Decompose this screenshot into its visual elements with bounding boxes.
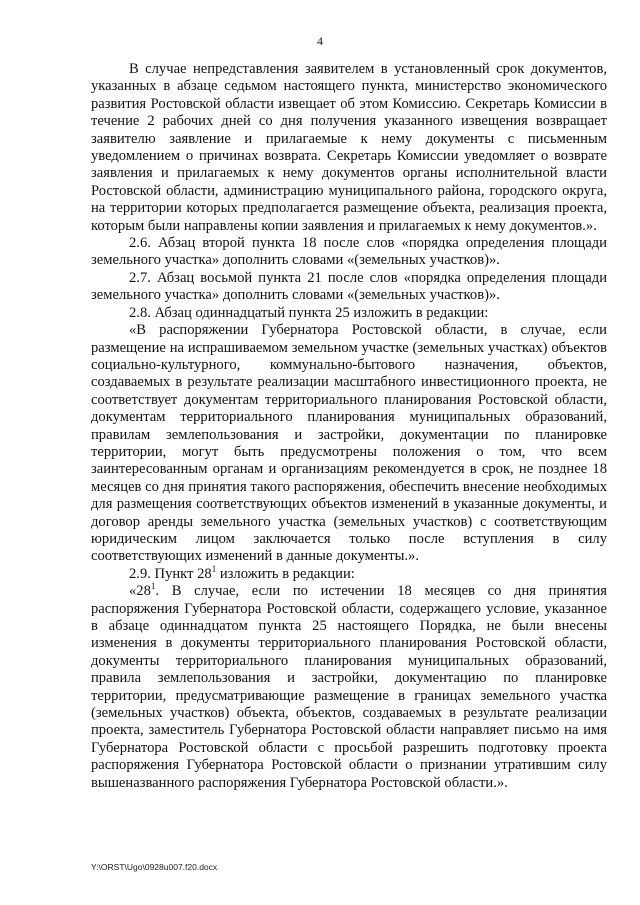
paragraph-2-7: 2.7. Абзац восьмой пункта 21 после слов «порядка определения площади земельного участка» дополнить словами «(земельных участков)». (91, 269, 607, 304)
paragraph-2-9 (91, 563, 607, 583)
document-body (91, 61, 607, 792)
superscript-marker: 1 (150, 581, 156, 592)
paragraph-28-1-body: . В случае, если по истечении 18 месяцев со дня принятия распоряжения Губернатора Ростовской области, содержащего условие, указанное в абзаце одиннадцатом пункта 25 настоящего Порядка, не были внесены изменения в документы территориального планирования Ростовской области, документы территориального планирования муниципальных образований, правила землепользования и застройки, документацию по планировке территории, предусматривающие размещение в границах земельного участка (земельных участков) объекта, объектов, создаваемых в результате реализации проекта, заместитель Губернатора Ростовской области направляет письмо на имя Губернатора Ростовской области с просьбой разрешить подготовку проекта распоряжения Губернатора Ростовской области о признании утратившим силу вышеназванного распоряжения Губернатора Ростовской области.». (91, 583, 607, 791)
paragraph-2-9-end: изложить в редакции: (216, 565, 355, 582)
paragraph-2-8: 2.8. Абзац одиннадцатый пункта 25 изложить в редакции: (129, 304, 489, 321)
paragraph-return-procedure: В случае непредставления заявителем в установленный срок документов, указанных в абзаце седьмом настоящего пункта, министерство экономического развития Ростовской области извещает об этом Комиссию. Секретарь Комиссии в течение 2 рабочих дней со дня получения указанного извещения возвращает заявителю заявление и прилагаемые к нему документы с письменным уведомлением о причинах возврата. Секретарь Комиссии уведомляет о возврате заявления и прилагаемых к нему документов органы исполнительной власти Ростовской области, администрацию муниципального района, городского округа, на территории которых предполагается размещение объекта, реализация проекта, которым были направлены копии заявления и прилагаемых к нему документов.». (91, 61, 607, 234)
paragraph-28-1-start: «28 (129, 583, 151, 600)
paragraph-point-28-1-text (91, 583, 607, 792)
page-number: 4 (317, 34, 323, 48)
superscript-marker: 1 (211, 563, 217, 574)
paragraph-point-25-text: «В распоряжении Губернатора Ростовской области, в случае, если размещение на испрашиваемом земельном участке (земельных участках) объектов социально-культурного, коммунально-бытового назначения, объектов, создаваемых в результате реализации масштабного инвестиционного проекта, не соответствует документам территориального планирования Ростовской области, документам территориального планирования муниципальных образований, правилам землепользования и застройки, документации по планировке территории, могут быть предусмотрены положения о том, что всем заинтересованным органам и организациям рекомендуется в срок, не позднее 18 месяцев со дня принятия такого распоряжения, обеспечить внесение необходимых для размещения соответствующих объектов изменений в указанные документы, и договор аренды земельного участка (земельных участков) с соответствующим юридическим лицом заключается только после вступления в силу соответствующих изменений в данные документы.». (91, 322, 607, 565)
paragraph-2-6: 2.6. Абзац второй пункта 18 после слов «порядка определения площади земельного участка» дополнить словами «(земельных участков)». (91, 235, 607, 269)
file-path-footer: Y:\ORST\Ugo\0928u007.f20.docx (91, 862, 218, 872)
paragraph-2-9-start: 2.9. Пункт 28 (129, 565, 212, 582)
